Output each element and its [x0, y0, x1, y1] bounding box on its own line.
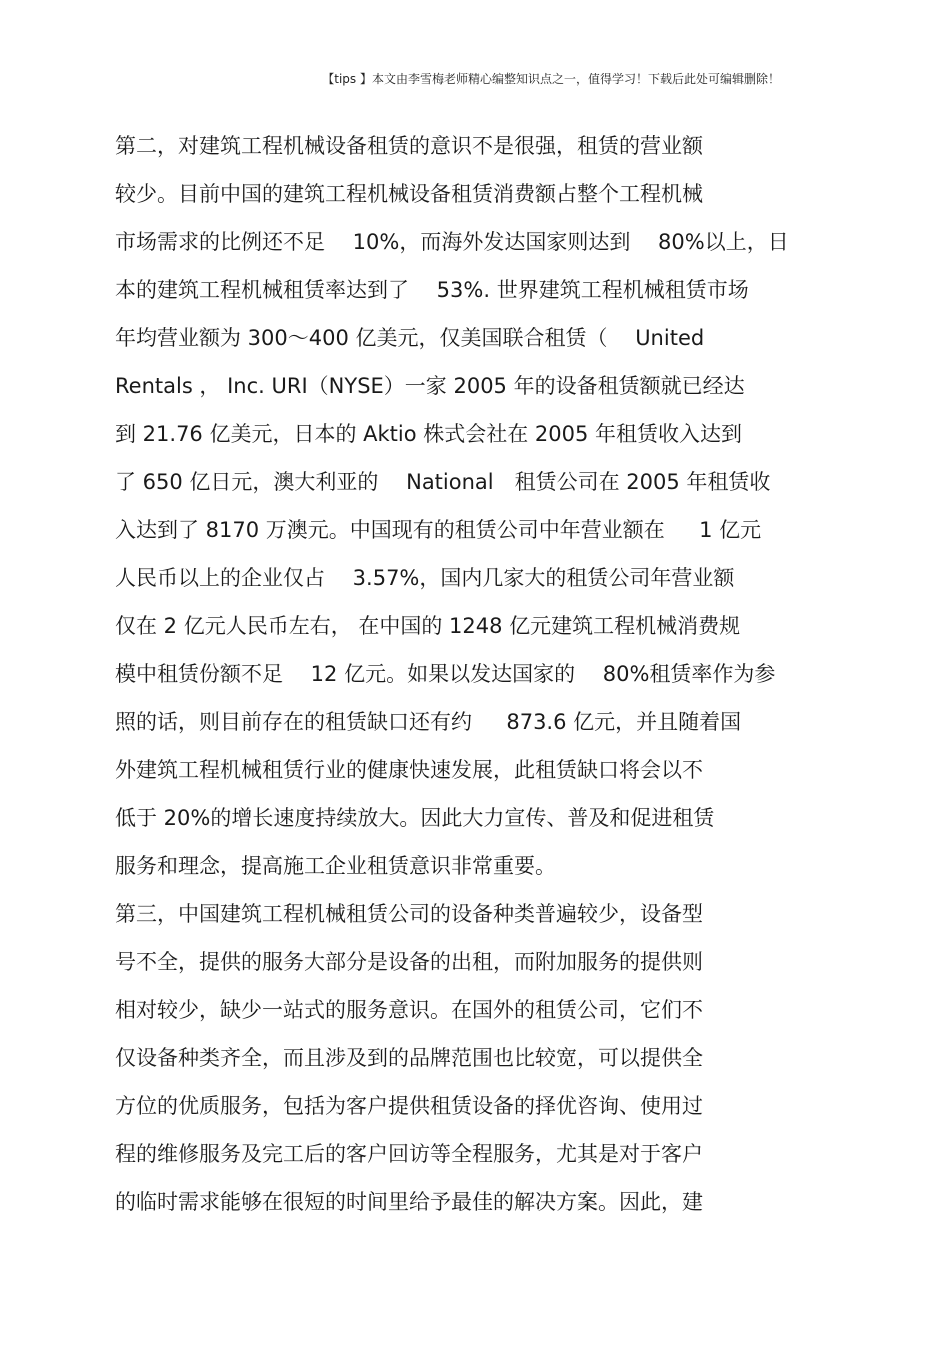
text-line: 人民币以上的企业仅占 3.57%，国内几家大的租赁公司年营业额 — [115, 566, 735, 590]
text-line: 照的话，则目前存在的租赁缺口还有约 873.6 亿元，并且随着国 — [115, 710, 742, 734]
text-line: 号不全，提供的服务大部分是设备的出租，而附加服务的提供则 — [115, 950, 703, 974]
text-line: 程的维修服务及完工后的客户回访等全程服务，尤其是对于客户 — [115, 1142, 703, 1166]
tips-header: 【tips 】本文由李雪梅老师精心编整知识点之一，值得学习！下载后此处可编辑删除！ — [322, 72, 780, 86]
text-line: 了 650 亿日元，澳大利亚的 National 租赁公司在 2005 年租赁收 — [115, 470, 771, 494]
text-line: 本的建筑工程机械租赁率达到了 53%. 世界建筑工程机械租赁市场 — [115, 278, 749, 302]
text-line: 第三，中国建筑工程机械租赁公司的设备种类普遍较少，设备型 — [115, 902, 703, 926]
text-line: 仅设备种类齐全，而且涉及到的品牌范围也比较宽，可以提供全 — [115, 1046, 703, 1070]
text-line: 相对较少，缺少一站式的服务意识。在国外的租赁公司，它们不 — [115, 998, 703, 1022]
text-line: 低于 20%的增长速度持续放大。因此大力宣传、普及和促进租赁 — [115, 806, 715, 830]
text-line: 的临时需求能够在很短的时间里给予最佳的解决方案。因此，建 — [115, 1190, 703, 1214]
text-line: 年均营业额为 300～400 亿美元，仅美国联合租赁（ United — [115, 326, 705, 350]
text-line: 到 21.76 亿美元，日本的 Aktio 株式会社在 2005 年租赁收入达到 — [115, 422, 743, 446]
text-line: Rentals ， Inc. URI（NYSE）一家 2005 年的设备租赁额就已经达 — [115, 374, 745, 398]
text-line: 服务和理念，提高施工企业租赁意识非常重要。 — [115, 854, 556, 878]
text-line: 方位的优质服务，包括为客户提供租赁设备的择优咨询、使用过 — [115, 1094, 703, 1118]
text-line: 模中租赁份额不足 12 亿元。如果以发达国家的 80%租赁率作为参 — [115, 662, 776, 686]
text-line: 外建筑工程机械租赁行业的健康快速发展，此租赁缺口将会以不 — [115, 758, 703, 782]
body-text — [115, 128, 835, 1232]
text-line: 第二，对建筑工程机械设备租赁的意识不是很强，租赁的营业额 — [115, 134, 703, 158]
text-line: 市场需求的比例还不足 10%，而海外发达国家则达到 80%以上，日 — [115, 230, 789, 254]
text-line: 仅在 2 亿元人民币左右， 在中国的 1248 亿元建筑工程机械消费规 — [115, 614, 741, 638]
text-line: 入达到了 8170 万澳元。中国现有的租赁公司中年营业额在 1 亿元 — [115, 518, 762, 542]
text-line: 较少。目前中国的建筑工程机械设备租赁消费额占整个工程机械 — [115, 182, 703, 206]
